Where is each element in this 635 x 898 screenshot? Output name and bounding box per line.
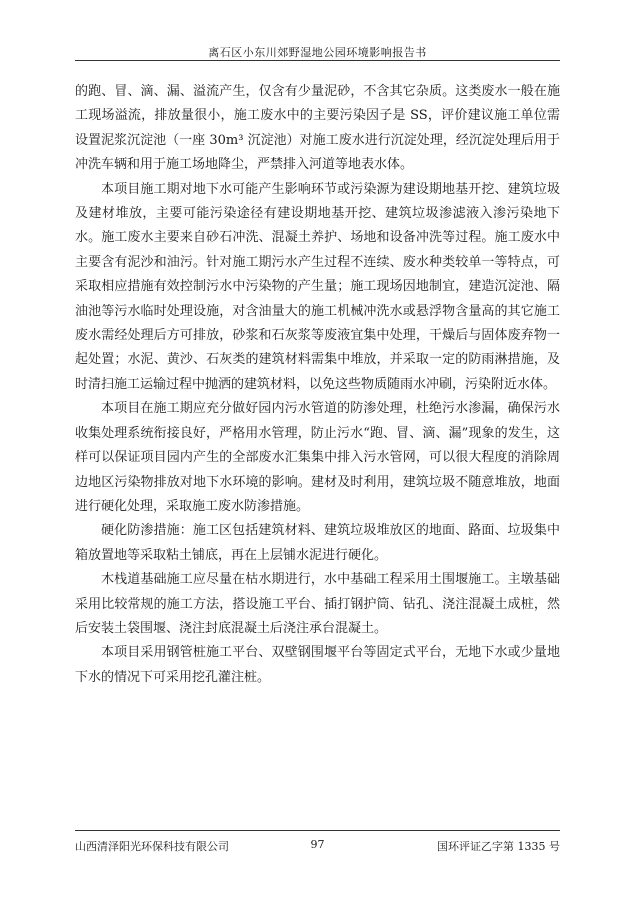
page-footer [75,838,560,854]
body-paragraph: 本项目采用钢管桩施工平台、双壁钢围堰平台等固定式平台，无地下水或少量地下水的情况下可采用挖孔灌注桩。 [75,645,560,685]
page-header [75,44,560,60]
header-divider [75,60,560,61]
footer-company: 山西清泽阳光环保科技有限公司 [75,840,229,853]
body-paragraph: 木栈道基础施工应尽量在枯水期进行，水中基础工程采用土围堰施工。主墩基础采用比较常规的施工方法，搭设施工平台、插打钢护筒、钻孔、浇注混凝土成桩，然后安装土袋围堰、浇注封底混凝土后浇注承台混凝土。 [75,572,560,636]
body-paragraph: 本项目施工期对地下水可能产生影响环节或污染源为建设期地基开挖、建筑垃圾及建材堆放，主要可能污染途径有建设期地基开挖、建筑垃圾渗滤液入渗污染地下水。施工废水主要来自砂石冲洗、混凝土养护、场地和设备冲洗等过程。施工废水中主要含有泥沙和油污。针对施工期污水产生过程不连续、废水种类较单一等特点，可采取相应措施有效控制污水中污染物的产生量；施工现场因地制宜，建造沉淀池、隔油池等污水临时处理设施，对含油量大的施工机械冲洗水或悬浮物含量高的其它施工废水需经处理后方可排放，砂浆和石灰浆等废液宜集中处理，干燥后与固体废弃物一起处置；水泥、黄沙、石灰类的建筑材料需集中堆放，并采取一定的防雨淋措施，及时清扫施工运输过程中抛洒的建筑材料，以免这些物质随雨水冲刷，污染附近水体。 [75,181,560,392]
header-title: 离石区小东川郊野湿地公园环境影响报告书 [208,46,427,59]
footer-divider [75,830,560,831]
footer-certificate: 国环评证乙字第 1335 号 [437,840,560,853]
body-paragraph: 的跑、冒、滴、漏、溢流产生，仅含有少量泥砂，不含其它杂质。这类废水一般在施工现场溢流，排放量很小，施工废水中的主要污染因子是 SS，评价建议施工单位需设置泥浆沉淀池（一座 30m³ 沉淀池）对施工废水进行沉淀处理，经沉淀处理后用于冲洗车辆和用于施工场地降尘，严禁排入河道等地表水体。 [75,84,560,173]
body-paragraph: 硬化防渗措施：施工区包括建筑材料、建筑垃圾堆放区的地面、路面、垃圾集中箱放置地等采取粘土铺底，再在上层铺水泥进行硬化。 [75,523,560,563]
document-body [75,80,560,690]
page-number: 97 [310,838,325,851]
body-paragraph: 本项目在施工期应充分做好园内污水管道的防渗处理，杜绝污水渗漏，确保污水收集处理系统衔接良好，严格用水管理，防止污水“跑、冒、滴、漏”现象的发生，这样可以保证项目园内产生的全部废水汇集集中排入污水管网，可以很大程度的消除周边地区污染物排放对地下水环境的影响。建材及时利用，建筑垃圾不随意堆放，地面进行硬化处理，采取施工废水防渗措施。 [75,401,560,514]
